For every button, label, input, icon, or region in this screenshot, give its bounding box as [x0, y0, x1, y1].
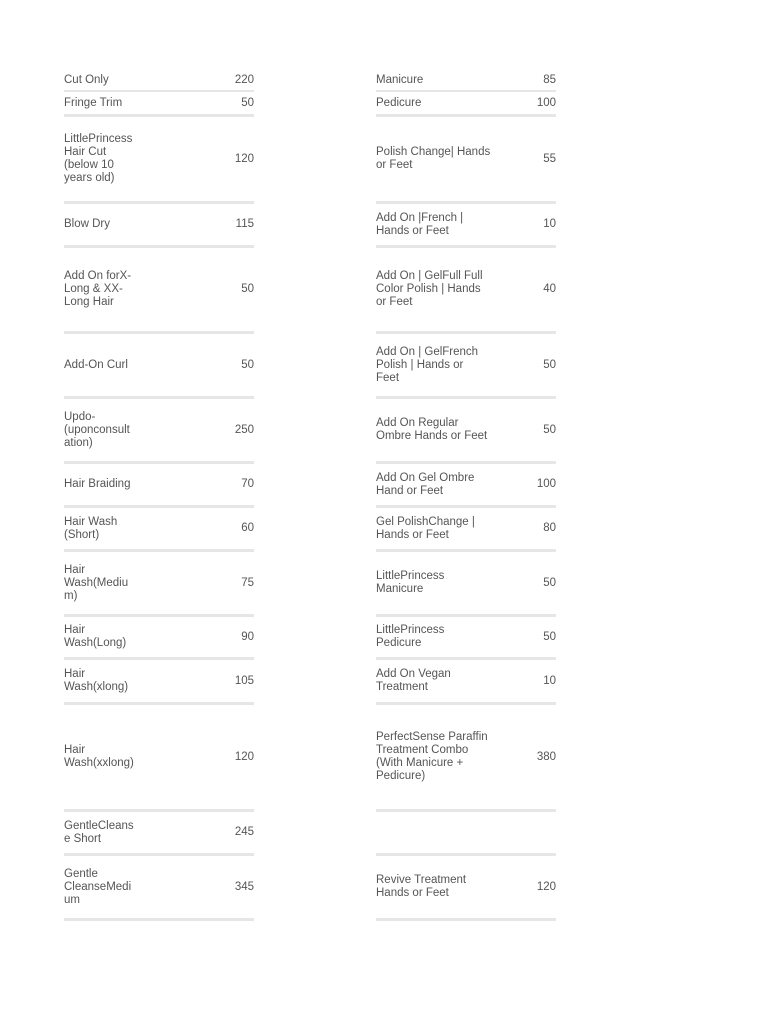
service-price: 50	[241, 96, 254, 109]
table-row	[64, 399, 254, 464]
table-row	[64, 812, 254, 856]
service-name: Add On forX- Long & XX- Long Hair	[64, 270, 132, 308]
table-row	[376, 399, 556, 464]
table-row	[376, 248, 556, 334]
table-row	[64, 248, 254, 334]
table-row	[64, 70, 254, 92]
service-name: Hair Braiding	[64, 478, 131, 490]
table-row	[376, 617, 556, 660]
service-name: Revive Treatment Hands or Feet	[376, 874, 467, 899]
service-price: 380	[536, 750, 556, 763]
service-price: 10	[543, 674, 556, 687]
service-name: Add On | GelFull Full Color Polish | Hands or Feet	[376, 270, 483, 308]
service-price: 105	[234, 674, 254, 687]
service-price: 50	[543, 630, 556, 643]
service-name: PerfectSense Paraffin Treatment Combo (With Manicure + Pedicure)	[376, 731, 488, 782]
service-name: Add On Regular Ombre Hands or Feet	[376, 417, 488, 442]
service-name: Add On | GelFrench Polish | Hands or Feet	[376, 345, 479, 384]
service-price: 90	[241, 630, 254, 643]
table-row	[64, 334, 254, 399]
service-name: LittlePrincess Pedicure	[376, 624, 445, 649]
table-row	[376, 204, 556, 248]
service-price: 70	[241, 478, 254, 490]
table-row	[376, 92, 556, 117]
service-name: LittlePrincess Manicure	[376, 570, 445, 595]
service-price: 50	[543, 576, 556, 589]
service-price: 120	[234, 750, 254, 763]
table-row	[64, 508, 254, 552]
service-price: 100	[536, 478, 556, 490]
table-row	[376, 812, 556, 856]
service-price: 245	[234, 826, 254, 838]
service-name: Hair Wash(Mediu m)	[64, 563, 129, 602]
table-row	[376, 856, 556, 921]
table-row	[64, 117, 254, 204]
table-row	[376, 334, 556, 399]
service-name: Cut Only	[64, 73, 109, 86]
service-price: 80	[543, 522, 556, 534]
service-price: 250	[234, 423, 254, 436]
table-row	[64, 464, 254, 508]
hair-services-table	[64, 70, 254, 921]
table-row	[376, 117, 556, 204]
service-name: Blow Dry	[64, 218, 111, 230]
table-row	[64, 705, 254, 812]
service-name: GentleCleans e Short	[64, 819, 134, 845]
service-name: Manicure	[376, 73, 424, 86]
table-row	[376, 660, 556, 705]
service-price: 60	[241, 522, 254, 534]
table-row	[64, 660, 254, 705]
service-price: 120	[536, 880, 556, 893]
service-name: Add On |French | Hands or Feet	[376, 211, 464, 237]
table-row	[376, 552, 556, 617]
table-row	[64, 856, 254, 921]
table-row	[64, 92, 254, 117]
table-row	[64, 617, 254, 660]
table-row	[376, 705, 556, 812]
service-name: Add On Gel Ombre Hand or Feet	[376, 471, 475, 497]
table-row	[376, 508, 556, 552]
table-row	[376, 70, 556, 92]
service-name: Gel PolishChange | Hands or Feet	[376, 515, 475, 541]
nail-services-table	[376, 70, 556, 921]
service-price: 55	[543, 152, 556, 165]
service-price: 50	[241, 283, 254, 295]
service-name: Gentle CleanseMedi um	[64, 867, 132, 906]
service-name: LittlePrincess Hair Cut (below 10 years old)	[64, 133, 133, 184]
table-row	[64, 204, 254, 248]
service-name: Polish Change| Hands or Feet	[376, 146, 491, 171]
service-name: Hair Wash(xlong)	[64, 668, 129, 693]
service-price: 85	[543, 73, 556, 86]
service-price: 50	[543, 423, 556, 436]
service-name: Hair Wash (Short)	[64, 515, 118, 541]
service-name: Updo- (uponconsult ation)	[64, 410, 130, 449]
service-name: Fringe Trim	[64, 96, 123, 109]
table-row	[64, 552, 254, 617]
table-row	[376, 464, 556, 508]
service-price: 50	[241, 358, 254, 371]
service-price: 345	[234, 880, 254, 893]
service-name: Hair Wash(xxlong)	[64, 744, 134, 769]
service-name: Add On Vegan Treatment	[376, 668, 451, 693]
service-price: 100	[536, 96, 556, 109]
service-price: 115	[235, 218, 254, 230]
service-name: Hair Wash(Long)	[64, 624, 127, 649]
service-price: 50	[543, 358, 556, 371]
service-name: Add-On Curl	[64, 358, 128, 371]
service-price: 40	[543, 283, 556, 295]
service-price: 10	[543, 218, 556, 230]
service-price: 75	[241, 576, 254, 589]
service-name: Pedicure	[376, 96, 422, 109]
service-price: 120	[234, 152, 254, 165]
service-price: 220	[234, 73, 254, 86]
